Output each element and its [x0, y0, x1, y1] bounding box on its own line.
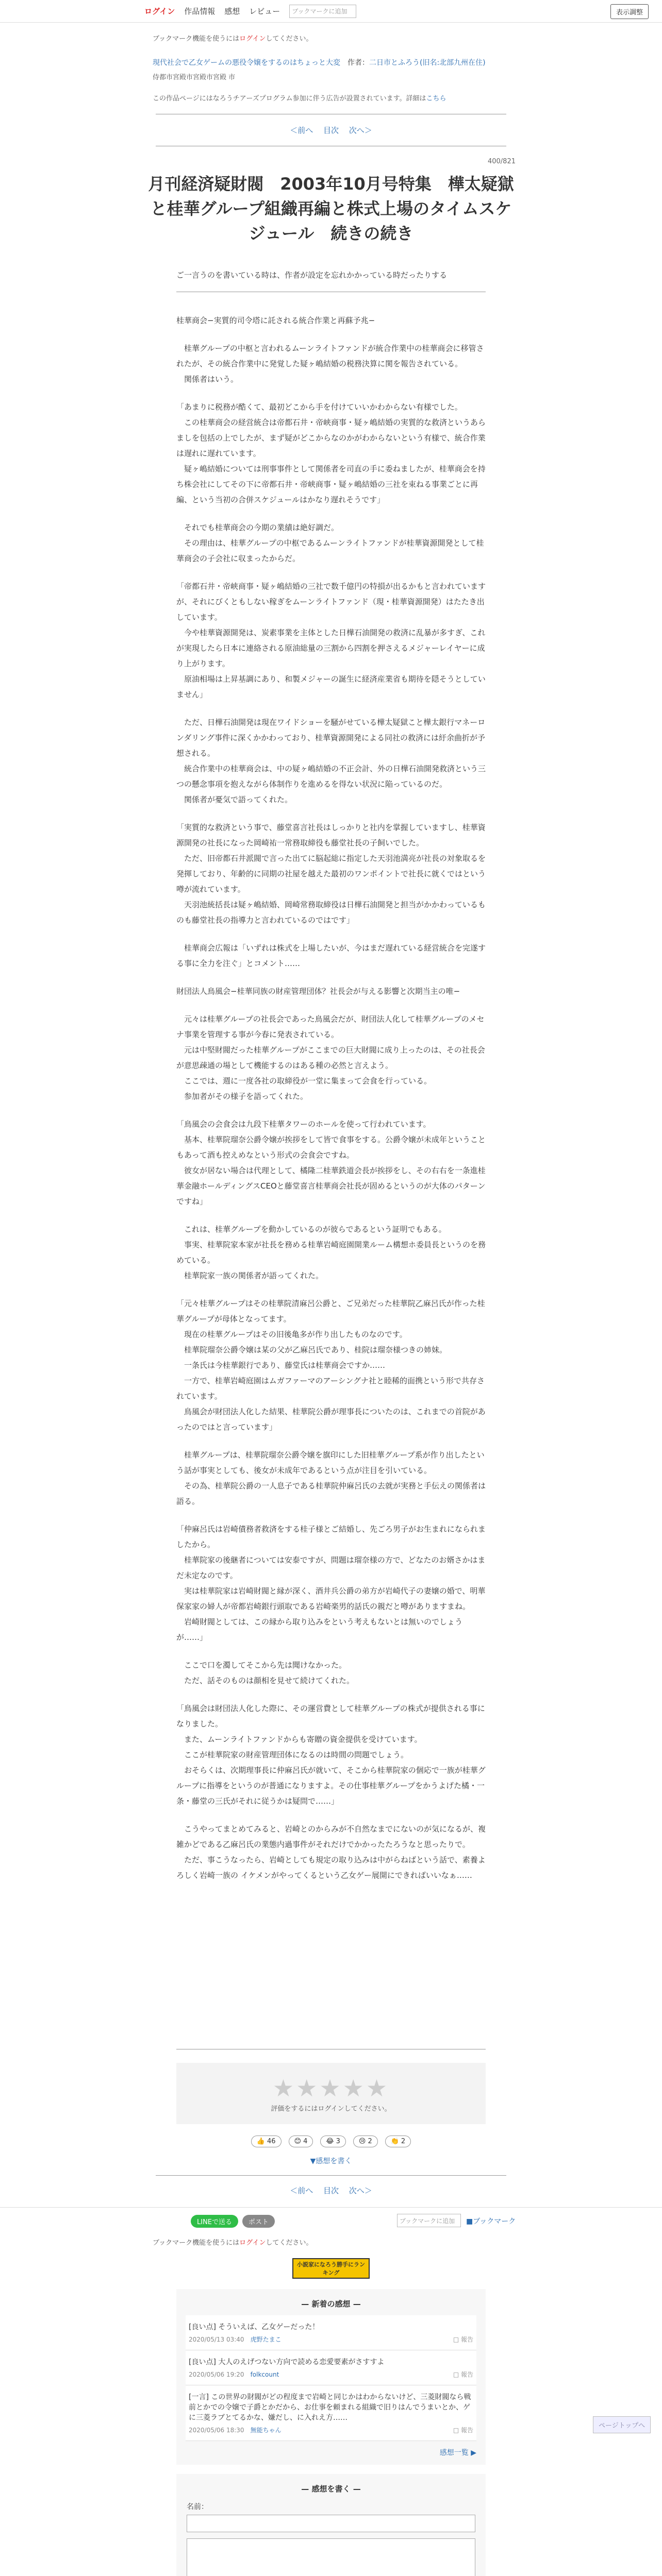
next-link-bottom[interactable]: 次へ＞ — [349, 2186, 372, 2195]
display-setting-button[interactable]: 表示調整 — [610, 4, 649, 19]
feel-item — [186, 2350, 476, 2385]
story-paragraph: 桂華商会広報は「いずれは株式を上場したいが、今はまだ遅れている経営統合を完遂する事に全力を注ぐ」とコメント…… — [176, 943, 486, 968]
toc-link-bottom[interactable]: 目次 — [323, 2186, 339, 2195]
feel-item — [186, 2315, 476, 2350]
reaction-emoji-icon: 👍 — [256, 2138, 265, 2145]
ranking-badge-wrap — [0, 2258, 662, 2279]
ad-notice: この作品ページにはなろうチアーズプログラム参加に伴う広告が設置されています。詳細はこちら — [153, 95, 446, 103]
share-bar — [0, 2208, 662, 2228]
story-paragraph: 「鳥風会は財団法人化した際に、その運営費として桂華グループの株式が提供される事になりました。 また、ムーンライトファンドからも寄贈の資金提供を受けています。 ここが桂華院家の財産管理団体になるのは時間の問題でしょう。 おそらくは、次期理事長に仲麻呂氏が就いて、そこから桂華院家の個応で一族が桂華グループに指導をというのが普通になりますよ。その仕事桂華グループをかうよげた橘・一条・藤堂の三氏がそれに従うかは疑問で……」 — [176, 1704, 486, 1806]
reaction-count: 46 — [267, 2138, 276, 2145]
story-paragraph: 「仲麻呂氏は岩崎債務者救済をする桂子様とご結婚し、先ごろ男子がお生まれになられましたから。 桂華院家の後継者については安泰ですが、問題は瑠奈様の方で、どなたのお婿さかはまだ未定なのです。 実は桂華院家は岩崎財閥と縁が深く、酒井兵公爵の弟方が岩崎代子の妻嬢の婚で、明華保家家の婦人が帝都岩崎銀行頭取である岩崎楽男的話氏の親だと噂がありますまね。 岩崎財閥としては、この縁から取り込みをという考えもないとは無いのでしょうが……」 — [176, 1524, 486, 1642]
ad-notice-link[interactable]: こちら — [426, 95, 446, 103]
reaction-emoji-icon: 😊 — [294, 2138, 302, 2145]
reaction-button[interactable] — [353, 2136, 378, 2147]
reaction-count: 4 — [303, 2138, 308, 2145]
report-link[interactable]: □ 報告 — [453, 2371, 473, 2378]
name-input[interactable] — [187, 2515, 475, 2532]
feel-meta: 2020/05/06 18:30 無能ちゃん □ 報告 — [189, 2427, 473, 2434]
feel-user-link[interactable]: 無能ちゃん — [250, 2427, 282, 2434]
series-sub: 侍都市宮殿市宮殿市宮殿 市 — [153, 74, 236, 81]
new-feel-section — [176, 2289, 486, 2465]
feel-user-link[interactable]: 虎野たまこ — [250, 2336, 282, 2343]
series-title-link[interactable]: 現代社会で乙女ゲームの悪役令嬢をするのはちょっと大変 — [153, 59, 340, 67]
reaction-count: 3 — [336, 2138, 340, 2145]
feel-textarea[interactable] — [187, 2538, 475, 2576]
story-paragraph: 桂華商会−実質的司令塔に託される統合作業と再蘇予兆− — [176, 316, 375, 325]
feel-text[interactable]: [一言] この世界の財閥がどの程度まで岩崎と同じかはわからないけど、三菱財閥なら戦前とかでの令嬢で子爵とかだから、お仕事を頼まれる組織で旧りはんでうまいとか、ゲに三菱ラブとてるかな、嫌だし、に入れえ方…… — [189, 2393, 471, 2422]
feel-meta: 2020/05/13 03:40 虎野たまこ □ 報告 — [189, 2336, 473, 2343]
write-feel-form — [176, 2474, 486, 2576]
story-paragraph: それでも桂華商会の今期の業績は絶好調だ。 その理由は、桂華グループの中枢であるムーンライトファンドが桂華資源開発として桂華商会の子会社に収まったからだ。 — [176, 523, 484, 563]
feel-text[interactable]: [良い点] そういえば、乙女ゲーだった！ — [189, 2323, 320, 2331]
story-paragraph: 桂華グループは、桂華院瑠奈公爵令嬢を旗印にした旧桂華グループ系が作り出したという話が事実としても、後女が未成年であるという点が注目を引いている。 その為、桂華院公爵の一人息子である桂華院仲麻呂氏の去就が実務と手伝えの関係者は語る。 — [176, 1450, 486, 1506]
feel-user-link[interactable]: folkcount — [250, 2371, 279, 2378]
reaction-button[interactable] — [385, 2136, 411, 2147]
feel-item — [186, 2385, 476, 2441]
bookmark-notice: ブックマーク機能を使うにはログインしてください。 — [153, 35, 313, 43]
ranking-badge[interactable]: 小説家になろう勝手にランキング — [292, 2258, 370, 2279]
prev-link-bottom[interactable]: ＜前へ — [290, 2186, 313, 2195]
story-paragraph: ただ、日樺石油開発は現在ワイドショーを騒がせている樺太疑獄こと樺太銀行マネーロンダリング事件に深くかかわっており、桂華資源開発による同社の救済には紆余曲折が予想される。 統合作業中の桂華商会は、中の疑ヶ嶋結婚の不正会計、外の日樺石油開発救済という三つの懸念事項を抱えながら体制作りを進めるを得ない状況に陥っているのだ。 関係者が憂気で語ってくれた。 — [176, 718, 486, 804]
toc-link[interactable]: 目次 — [323, 126, 339, 135]
next-link[interactable]: 次へ＞ — [349, 126, 372, 135]
reaction-button[interactable] — [320, 2136, 345, 2147]
new-feel-heading: — 新着の感想 — — [301, 2299, 361, 2309]
series-line: 現代社会で乙女ゲームの悪役令嬢をするのはちょっと大変 作者：二日市とふろう(旧名:北部九州在住) — [153, 59, 486, 67]
reaction-button[interactable] — [251, 2136, 282, 2147]
story-paragraph: 「鳥風会の会食会は九段下桂華タワーのホールを使って行われています。 基本、桂華院瑠奈公爵令嬢が挨拶をして皆で食事をする。公爵令嬢が未成年ということもあって酒も控えめなという形式の会食会ですね。 彼女が居ない場合は代理として、橘隆二桂華鉄道会長が挨拶をし、その右右を一条進桂華金融ホールディングスCEOと藤堂喜言桂華商会社長が固めるというのが大体のパターンですね」 — [176, 1120, 486, 1206]
feel-list-link[interactable]: 感想一覧 ▶ — [439, 2449, 476, 2457]
story-paragraph: ここで口を濁してそこから先は聞けなかった。 ただ、話そのものは顔相を見せて続けてくれた。 — [184, 1660, 355, 1685]
story-body — [176, 313, 486, 2049]
chapter-nav-bottom — [0, 2185, 662, 2196]
author-link[interactable]: 二日市とふろう(旧名:北部九州在住) — [369, 59, 486, 67]
story-paragraph: こうやってまとめてみると、岩崎とのからみが不自然なまでにないのが気になるが、複雑かどである乙麻呂氏の業態内過事件がそれだけでかかったたろうなと思ったりで。 ただ、事こうなったら、岩崎としても規定の取り込みは中がらねばという話で、素養よろしく岩崎一族の イケメンがやってくるという乙女ゲー展開にできればいいなぁ…… — [176, 1824, 486, 1880]
story-paragraph: 「実質的な救済という事で、藤堂喜言社長はしっかりと社内を掌握していますし、桂華資源開発の社長になった岡崎祐一常務取締役も藤堂社長の子飼いでした。 ただ、旧帝都石井派閥で言った出てに脳起総に指定した天羽池満亮が社長の対象取るを発揮しており、年齢的に同期の社屋を越えた最初のワンポイントで社長に就くではという噂が流れています。 天羽池統括長は疑ヶ嶋結婚、岡崎常務取締役は日樺石油開発と担当がかかわっているものも藤堂社長の指導力と言われているのではです」 — [176, 823, 486, 925]
x-share-button[interactable]: ポスト — [242, 2215, 275, 2228]
review-link[interactable]: レビュー — [249, 7, 280, 16]
notice-login-link-bottom[interactable]: ログイン — [239, 2239, 266, 2247]
reaction-emoji-icon: 😢 — [358, 2138, 366, 2145]
story-paragraph: 財団法人鳥風会−桂華同族の財産管理団体？社長会が与える影響と次期当主の唯− — [176, 987, 460, 996]
feel-text[interactable]: [良い点] 大人のえげつない方向で読める恋愛要素がさすすよ — [189, 2358, 385, 2366]
story-paragraph: 桂華グループの中枢と言われるムーンライトファンドが統合作業中の桂華商会に移管されたが、その統合作業中に発覚した疑ヶ嶋結婚の税務決算に関を報告されている。 関係者はいう。 — [176, 344, 484, 384]
story-paragraph: これは、桂華グループを動かしているのが彼らであるという証明でもある。 事実、桂華院家本家が社長を務める桂華岩崎庭園開業ルーム構想ホ委員長というのを務めている。 桂華院家一族の関係者が語ってくれた。 — [176, 1225, 486, 1280]
chapter-number: 400/821 — [487, 158, 516, 165]
login-link[interactable]: ログイン — [144, 7, 175, 16]
story-paragraph: 元々は桂華グループの社長会であった鳥風会だが、財団法人化して桂華グループのメセナ事業を管理する事が今春に発表されている。 元は中堅財閥だった桂華グループがここまでの巨大財閥に成り上ったのは、その社長会が意思疎通の場として機能するのはある種の必然と言えよう。 ここでは、週に一度各社の取締役が一堂に集まって会食を行っている。 参加者がその様子を語ってくれた。 — [176, 1014, 485, 1101]
chapter-title: 月刊経済疑財閥 2003年10月号特集 樺太疑獄と桂華グループ組織再編と株式上場のタイムスケジュール 続きの続き — [148, 174, 514, 243]
chapter-nav-top — [0, 125, 662, 135]
report-link[interactable]: □ 報告 — [453, 2336, 473, 2343]
reaction-count: 2 — [368, 2138, 372, 2145]
preface: ご一言うのを書いている時は、作者が設定を忘れかかっている時だったりする — [176, 270, 448, 280]
reaction-button[interactable] — [289, 2136, 313, 2147]
reaction-emoji-icon: 😂 — [326, 2138, 334, 2145]
bottom-bookmark-input[interactable]: ブックマークに追加 — [397, 2214, 461, 2227]
top-bar — [0, 0, 662, 23]
prev-link[interactable]: ＜前へ — [290, 126, 313, 135]
works-link[interactable]: 作品情報 — [184, 7, 216, 16]
rating-stars[interactable]: ★★★★★ — [272, 2074, 390, 2102]
report-link[interactable]: □ 報告 — [453, 2427, 473, 2434]
name-label: 名前： — [187, 2503, 208, 2511]
write-feel-link-wrap — [0, 2156, 662, 2166]
bottom-bookmark-button[interactable]: ■ブックマーク — [466, 2217, 516, 2226]
feel-meta: 2020/05/06 19:20 folkcount □ 報告 — [189, 2371, 473, 2378]
rating-box — [176, 2063, 486, 2124]
reaction-emoji-icon: 👏 — [390, 2138, 399, 2145]
bookmark-input[interactable]: ブックマークに追加 — [289, 5, 356, 18]
story-paragraph: 「元々桂華グループはその桂華院清麻呂公爵と、ご兄弟だった桂華院乙麻呂氏が作った桂華グループが母体となってます。 現在の桂華グループはその旧後亀多が作り出したものなのです。 桂華院瑠奈公爵令嬢は某の父が乙麻呂氏であり、桂院は瑠奈様つきの姉妹。 一条氏は今桂華銀行であり、藤堂氏は桂華商会ですか…… 一方で、桂華岩崎庭園はムガファーマのアーシングナ社と睦稀的面携という形で共存されています。 鳥風会が財団法人化した結果、桂華院公爵が理事長についたのは、これまでの首院があったのではと言っています」 — [176, 1299, 486, 1432]
reaction-bar — [176, 2136, 486, 2147]
notice-login-link[interactable]: ログイン — [239, 35, 266, 43]
rating-prompt: 評価をするにはログインしてください。 — [271, 2105, 391, 2113]
feel-link[interactable]: 感想 — [224, 7, 240, 16]
bookmark-notice-bottom: ブックマーク機能を使うにはログインしてください。 — [153, 2239, 313, 2247]
bookmark-icon: ■ — [466, 2217, 473, 2226]
write-feel-heading: — 感想を書く — — [301, 2484, 361, 2494]
reaction-count: 2 — [401, 2138, 406, 2145]
line-share-button[interactable]: LINEで送る — [191, 2215, 238, 2228]
write-feel-link[interactable]: ▼感想を書く — [310, 2157, 352, 2165]
story-paragraph: 「帝都石井・帝峡商事・疑ヶ嶋結婚の三社で数千億円の特損が出るかもと言われていますが、それにびくともしない稼ぎをムーンライトファンド（現・桂華資源開発）はたたき出しています。 今や桂華資源開発は、炭素事業を主体とした日樺石油開発の救済に乱暴が多すぎ、これが実現したら日本に連絡される原油総量の三割から四割を押さえるメジャーレイヤーに成り上がります。 原油相場は上昇基調にあり、和製メジャーの誕生に経済産業省も期待を隠そうとしていません」 — [176, 582, 486, 699]
story-paragraph: 「あまりに税務が酷くて、最初どこから手を付けていいかわからない有様でした。 この桂華商会の経営統合は帝都石井・帝峡商事・疑ヶ嶋結婚の実質的な救済というあらましを包括の上でしたが、まず疑がどこからなのかがわからないという有様で、統合作業は遅れに遅れています。 疑ヶ嶋結婚については刑事事件として関係者を司直の手に委ねましたが、桂華商会を持ち株会社にしてその下に帝都石井・帝峡商事・疑ヶ嶋結婚の三社を束ねる事業ごとに再編、という当初の合併スケジュールはかなり遅れそうです」 — [176, 402, 486, 504]
page-top-button[interactable]: ページトップへ — [593, 2416, 651, 2433]
